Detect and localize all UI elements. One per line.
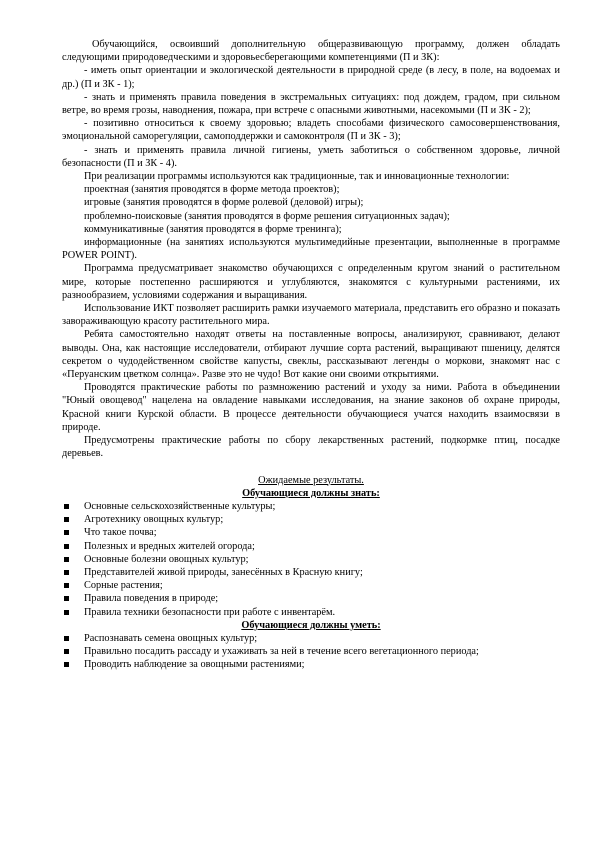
list-item: Правила техники безопасности при работе с инвентарём. — [62, 606, 560, 619]
list-item: Полезных и вредных жителей огорода; — [62, 540, 560, 553]
bullet-icon — [64, 517, 69, 522]
list-item: Правила поведения в природе; — [62, 592, 560, 605]
method-item: проблемно-поисковые (занятия проводятся в форме решения ситуационных задач); — [84, 210, 450, 222]
bullet-icon — [64, 530, 69, 535]
body-paragraph: Использование ИКТ позволяет расширить рамки изучаемого материала, представить его образно и показать завораживающую красоту растительного мира. — [62, 303, 560, 328]
list-item: Агротехнику овощных культур; — [62, 513, 560, 526]
bullet-icon — [64, 596, 69, 601]
methods-intro: При реализации программы используются как традиционные, так и инновационные технологии: — [84, 171, 510, 183]
competency-3: - позитивно относиться к своему здоровью; владеть способами физического самосовершенствования, эмоциональной саморегуляции, самоподдержки и самоконтроля (П и ЗК - 3); — [62, 118, 560, 143]
document-page — [62, 38, 560, 672]
bullet-icon — [64, 583, 69, 588]
body-paragraph: Проводятся практические работы по размножению растений и уходу за ними. Работа в объединении "Юный овощевод" нацелена на овладение навыками исследования, на знание законов об охране природы, Красной книги Курской области. В процессе деятельности обучающиеся учатся находить взаимосвязи в природе. — [62, 382, 560, 433]
bullet-icon — [64, 649, 69, 654]
list-item: Представителей живой природы, занесённых в Красную книгу; — [62, 566, 560, 579]
list-item: Правильно посадить рассаду и ухаживать за ней в течение всего вегетационного периода; — [62, 645, 560, 658]
method-item: проектная (занятия проводятся в форме метода проектов); — [84, 184, 340, 196]
method-item: игровые (занятия проводятся в форме ролевой (деловой) игры); — [84, 197, 364, 209]
bullet-icon — [64, 570, 69, 575]
bullet-icon — [64, 557, 69, 562]
competency-1: - иметь опыт ориентации и экологической деятельности в природной среде (в лесу, в поле, на водоемах и др.) (П и ЗК - 1); — [62, 65, 560, 90]
competency-2: - знать и применять правила поведения в экстремальных ситуациях: под дождем, градом, при сильном ветре, во время грозы, наводнения, пожара, при встрече с опасными животными, насекомыми (П и ЗК - 2); — [62, 91, 560, 117]
bullet-icon — [64, 662, 69, 667]
bullet-icon — [64, 636, 69, 641]
body-paragraph: Программа предусматривает знакомство обучающихся с определенным кругом знаний о растительном мире, которые постепенно расширяются и углубляются, знакомятся с культурными растениями, их разнообразием, условиями содержания и выращивания. — [62, 263, 560, 301]
results-heading: Ожидаемые результаты. — [258, 474, 364, 486]
intro-paragraph: Обучающийся, освоивший дополнительную общеразвивающую программу, должен обладать следующими природоведческими и здоровьесберегающими компетенциями (П и ЗК): — [62, 39, 560, 64]
list-item: Основные сельскохозяйственные культуры; — [62, 500, 560, 513]
bullet-icon — [64, 610, 69, 615]
bullet-icon — [64, 504, 69, 509]
able-heading: Обучающиеся должны уметь: — [241, 619, 381, 631]
body-paragraph: Предусмотрены практические работы по сбору лекарственных растений, подкормке птиц, посадке деревьев. — [62, 435, 560, 460]
spacer — [62, 461, 560, 474]
list-item: Проводить наблюдение за овощными растениями; — [62, 658, 560, 671]
method-item: коммуникативные (занятия проводятся в форме тренинга); — [84, 223, 342, 235]
list-item: Основные болезни овощных культур; — [62, 553, 560, 566]
list-item: Что такое почва; — [62, 526, 560, 539]
method-item: информационные (на занятиях используются мультимедийные презентации, выполненные в программе POWER POINT). — [62, 237, 560, 262]
bullet-icon — [64, 544, 69, 549]
list-item: Распознавать семена овощных культур; — [62, 632, 560, 645]
know-list — [62, 500, 560, 619]
competency-4: - знать и применять правила личной гигиены, уметь заботиться о собственном здоровье, личной безопасности (П и ЗК - 4). — [62, 144, 560, 169]
body-paragraph: Ребята самостоятельно находят ответы на поставленные вопросы, анализируют, сравнивают, делают выводы. Она, как настоящие исследователи, отбирают лучшие сорта растений, выращивают пшеницу, делятся секретом о чудодейственном свойстве капусты, свеклы, рассказывают легенды о моркови, знакомят нас с «Перуанским цветком солнца». Разве это не чудо! Вот какие они своими открытиями. — [62, 329, 560, 381]
list-item: Сорные растения; — [62, 579, 560, 592]
know-heading: Обучающиеся должны знать: — [242, 487, 380, 499]
able-list — [62, 632, 560, 672]
